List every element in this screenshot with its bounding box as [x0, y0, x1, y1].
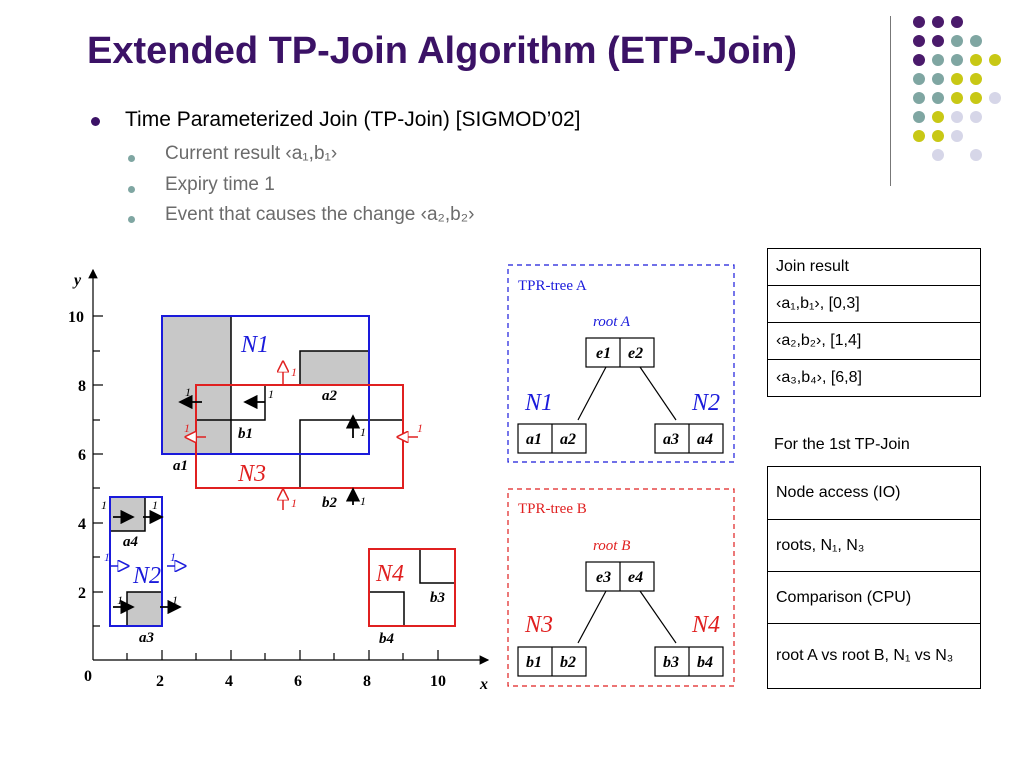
access-table — [767, 466, 981, 689]
svg-text:a1: a1 — [526, 431, 542, 448]
svg-text:1: 1 — [360, 425, 366, 439]
svg-text:b2: b2 — [322, 495, 337, 511]
svg-text:a2: a2 — [322, 388, 337, 404]
bullet-main: Time Parameterized Join (TP-Join) [SIGMOD’02] — [125, 108, 581, 131]
page-title: Extended TP-Join Algorithm (ETP-Join) — [87, 30, 798, 72]
svg-text:b3: b3 — [663, 654, 679, 671]
svg-text:N1: N1 — [525, 390, 554, 416]
svg-text:a4: a4 — [697, 431, 713, 448]
svg-text:1: 1 — [268, 387, 274, 401]
svg-text:e2: e2 — [628, 345, 644, 362]
svg-text:e1: e1 — [596, 345, 612, 362]
svg-text:N2: N2 — [133, 563, 162, 589]
table-row: Comparison (CPU) — [768, 572, 981, 624]
svg-text:1: 1 — [360, 494, 366, 508]
svg-text:1: 1 — [184, 421, 190, 435]
svg-text:a3: a3 — [139, 630, 154, 646]
svg-text:b1: b1 — [526, 654, 542, 671]
svg-text:b3: b3 — [430, 590, 445, 606]
tree-a-root-label: root A — [593, 314, 631, 330]
svg-text:b4: b4 — [379, 631, 394, 647]
sub-bullet: Expiry time 1 — [165, 174, 275, 195]
tree-a-title: TPR-tree A — [518, 278, 587, 294]
object-a4 — [110, 497, 145, 531]
svg-text:b4: b4 — [697, 654, 713, 671]
svg-text:N1: N1 — [241, 332, 270, 358]
axis-labels — [68, 272, 488, 693]
svg-text:b2: b2 — [560, 654, 576, 671]
join-result-table — [767, 248, 981, 397]
svg-text:a3: a3 — [663, 431, 679, 448]
table-row: roots, N₁, N₃ — [768, 520, 981, 572]
object-b4 — [369, 592, 404, 626]
y-tick-label: 10 — [68, 309, 84, 326]
y-tick-label: 4 — [78, 516, 86, 533]
table-row: ‹a₂,b₂›, [1,4] — [768, 323, 981, 360]
table-row: Node access (IO) — [768, 467, 981, 520]
svg-text:N3: N3 — [238, 461, 267, 487]
svg-text:1: 1 — [117, 593, 123, 607]
sub-bullet: Current result ‹a₁,b₁› — [165, 143, 338, 164]
y-axis-label: y — [74, 272, 82, 289]
svg-text:a4: a4 — [123, 534, 138, 550]
x-axis-label: x — [480, 676, 488, 693]
x-tick-label: 4 — [225, 673, 233, 690]
svg-text:1: 1 — [185, 385, 191, 399]
svg-text:1: 1 — [291, 496, 297, 510]
x-tick-label: 8 — [363, 673, 371, 690]
svg-text:b1: b1 — [238, 426, 253, 442]
svg-text:1: 1 — [152, 498, 158, 512]
svg-text:N3: N3 — [525, 612, 554, 638]
tree-b-root-label: root B — [593, 538, 631, 554]
svg-text:1: 1 — [104, 550, 110, 564]
y-tick-label: 2 — [78, 585, 86, 602]
object-a3 — [127, 592, 162, 626]
table-row: ‹a₁,b₁›, [0,3] — [768, 286, 981, 323]
x-tick-label: 6 — [294, 673, 302, 690]
table-caption: For the 1st TP-Join — [774, 436, 910, 453]
sub-bullet: Event that causes the change ‹a₂,b₂› — [165, 204, 475, 225]
svg-text:N4: N4 — [692, 612, 721, 638]
svg-text:1: 1 — [172, 593, 178, 607]
table-row: ‹a₃,b₄›, [6,8] — [768, 360, 981, 397]
svg-text:1: 1 — [417, 421, 423, 435]
x-tick-label: 2 — [156, 673, 164, 690]
origin-label: 0 — [84, 668, 92, 685]
x-tick-label: 10 — [430, 673, 446, 690]
object-b3 — [420, 549, 455, 583]
svg-text:1: 1 — [291, 365, 297, 379]
tree-b-title: TPR-tree B — [518, 501, 587, 517]
svg-text:1: 1 — [101, 498, 107, 512]
y-tick-label: 8 — [78, 378, 86, 395]
svg-text:1: 1 — [170, 550, 176, 564]
svg-text:e3: e3 — [596, 569, 612, 586]
svg-text:e4: e4 — [628, 569, 644, 586]
svg-text:N4: N4 — [376, 561, 405, 587]
object-a2 — [300, 351, 369, 385]
y-tick-label: 6 — [78, 447, 86, 464]
table-header: Join result — [768, 249, 981, 286]
svg-text:a1: a1 — [173, 458, 188, 474]
svg-text:N2: N2 — [692, 390, 721, 416]
table-row: root A vs root B, N₁ vs N₃ — [768, 624, 981, 689]
svg-text:a2: a2 — [560, 431, 576, 448]
